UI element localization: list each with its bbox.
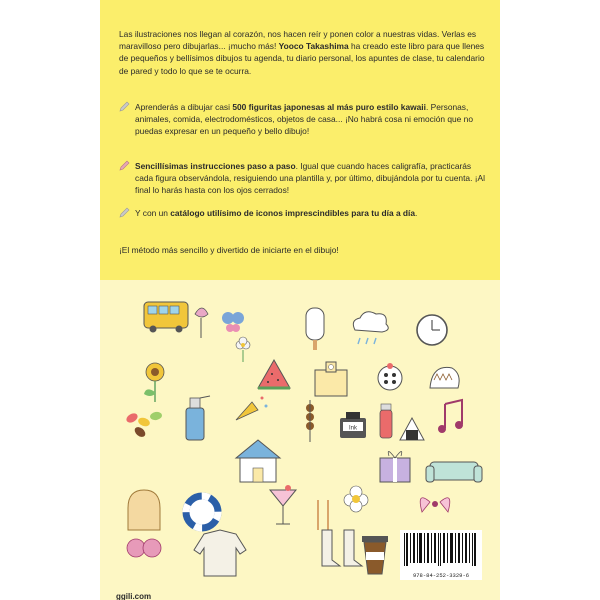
house-icon xyxy=(236,440,280,482)
hedgehog-icon xyxy=(430,367,459,388)
boots-icon xyxy=(322,530,362,566)
music-note-icon xyxy=(438,400,463,433)
pencil-icon xyxy=(119,101,130,112)
party-popper-icon xyxy=(236,397,268,421)
flower-icon xyxy=(236,337,250,362)
fork-knife-icon xyxy=(318,500,328,530)
thermos-icon xyxy=(380,404,392,438)
spray-bottle-icon xyxy=(186,396,210,440)
bullet-item: Sencillísimas instrucciones paso a paso. Igual que cuando haces caligrafía, practicarás cada figura observándola, resiguiendo una plantilla y, por último, dibujándola por tu cuenta. ¡Al final lo harás hasta con los ojos cerrados! xyxy=(119,160,487,197)
school-building-icon xyxy=(315,362,347,396)
closing-line: ¡El método más sencillo y divertido de iniciarte en el dibujo! xyxy=(119,245,339,255)
clock-icon xyxy=(417,315,447,345)
bullet-item: Aprenderás a dibujar casi 500 figuritas japonesas al más puro estilo kawaii. Personas, animales, comida, electrodomésticos, objetos de casa... ¡No habrá cosa ni emoción que no puedas expresar en un pequeño y bello dibujo! xyxy=(119,101,487,138)
life-ring-icon xyxy=(186,496,218,528)
rain-cloud-icon xyxy=(353,312,388,344)
butterfly-icon xyxy=(222,312,244,332)
ladybug-icon xyxy=(378,363,402,390)
bread-icon xyxy=(128,490,160,530)
intro-text-1: Las ilustraciones nos llegan al corazón, nos hacen reír y ponen color a nuestras vidas. Verlas es maravilloso pero dibujarlas... ¡mucho más! xyxy=(119,29,477,52)
ribbon-bow-icon xyxy=(420,498,450,512)
intro-paragraph xyxy=(119,28,487,77)
intro-text-2: ha creado este libro para que llenes de pequeños y bellísimos dibujos tu agenda, tu diario personal, los apuntes de clase, tu calendario de pared y todo lo que se te ocurra. xyxy=(119,41,485,76)
gift-box-icon xyxy=(380,451,410,482)
ink-label: Ink xyxy=(348,425,358,432)
sweater-icon xyxy=(194,530,246,576)
cocktail-glass-icon xyxy=(270,485,296,524)
yarn-ball-icon xyxy=(127,539,161,557)
sunflower-icon xyxy=(144,363,164,402)
watermelon-icon xyxy=(258,360,290,388)
coffee-cup-icon xyxy=(362,536,388,574)
onigiri-icon xyxy=(400,418,424,440)
bus-icon xyxy=(144,302,188,333)
author-name: Yooco Takashima xyxy=(278,41,349,52)
isbn-barcode xyxy=(400,530,482,580)
barcode-bars xyxy=(400,530,482,568)
daisy-icon xyxy=(344,486,368,512)
synopsis-panel xyxy=(100,0,500,280)
ink-bottle-icon xyxy=(340,412,366,438)
sofa-icon xyxy=(426,462,482,482)
pencil-icon xyxy=(119,207,130,218)
pencil-icon xyxy=(119,160,130,171)
yakitori-icon xyxy=(306,400,314,442)
tulip-icon xyxy=(195,308,208,338)
bullet-item: Y con un catálogo utilísimo de iconos imprescindibles para tu día a día. xyxy=(119,207,487,219)
isbn-number: 978-84-252-3329-6 xyxy=(412,572,470,579)
jellybeans-icon xyxy=(125,411,163,439)
popsicle-icon xyxy=(306,308,324,350)
publisher-website: ggili.com xyxy=(116,592,152,600)
book-back-cover xyxy=(100,0,500,600)
